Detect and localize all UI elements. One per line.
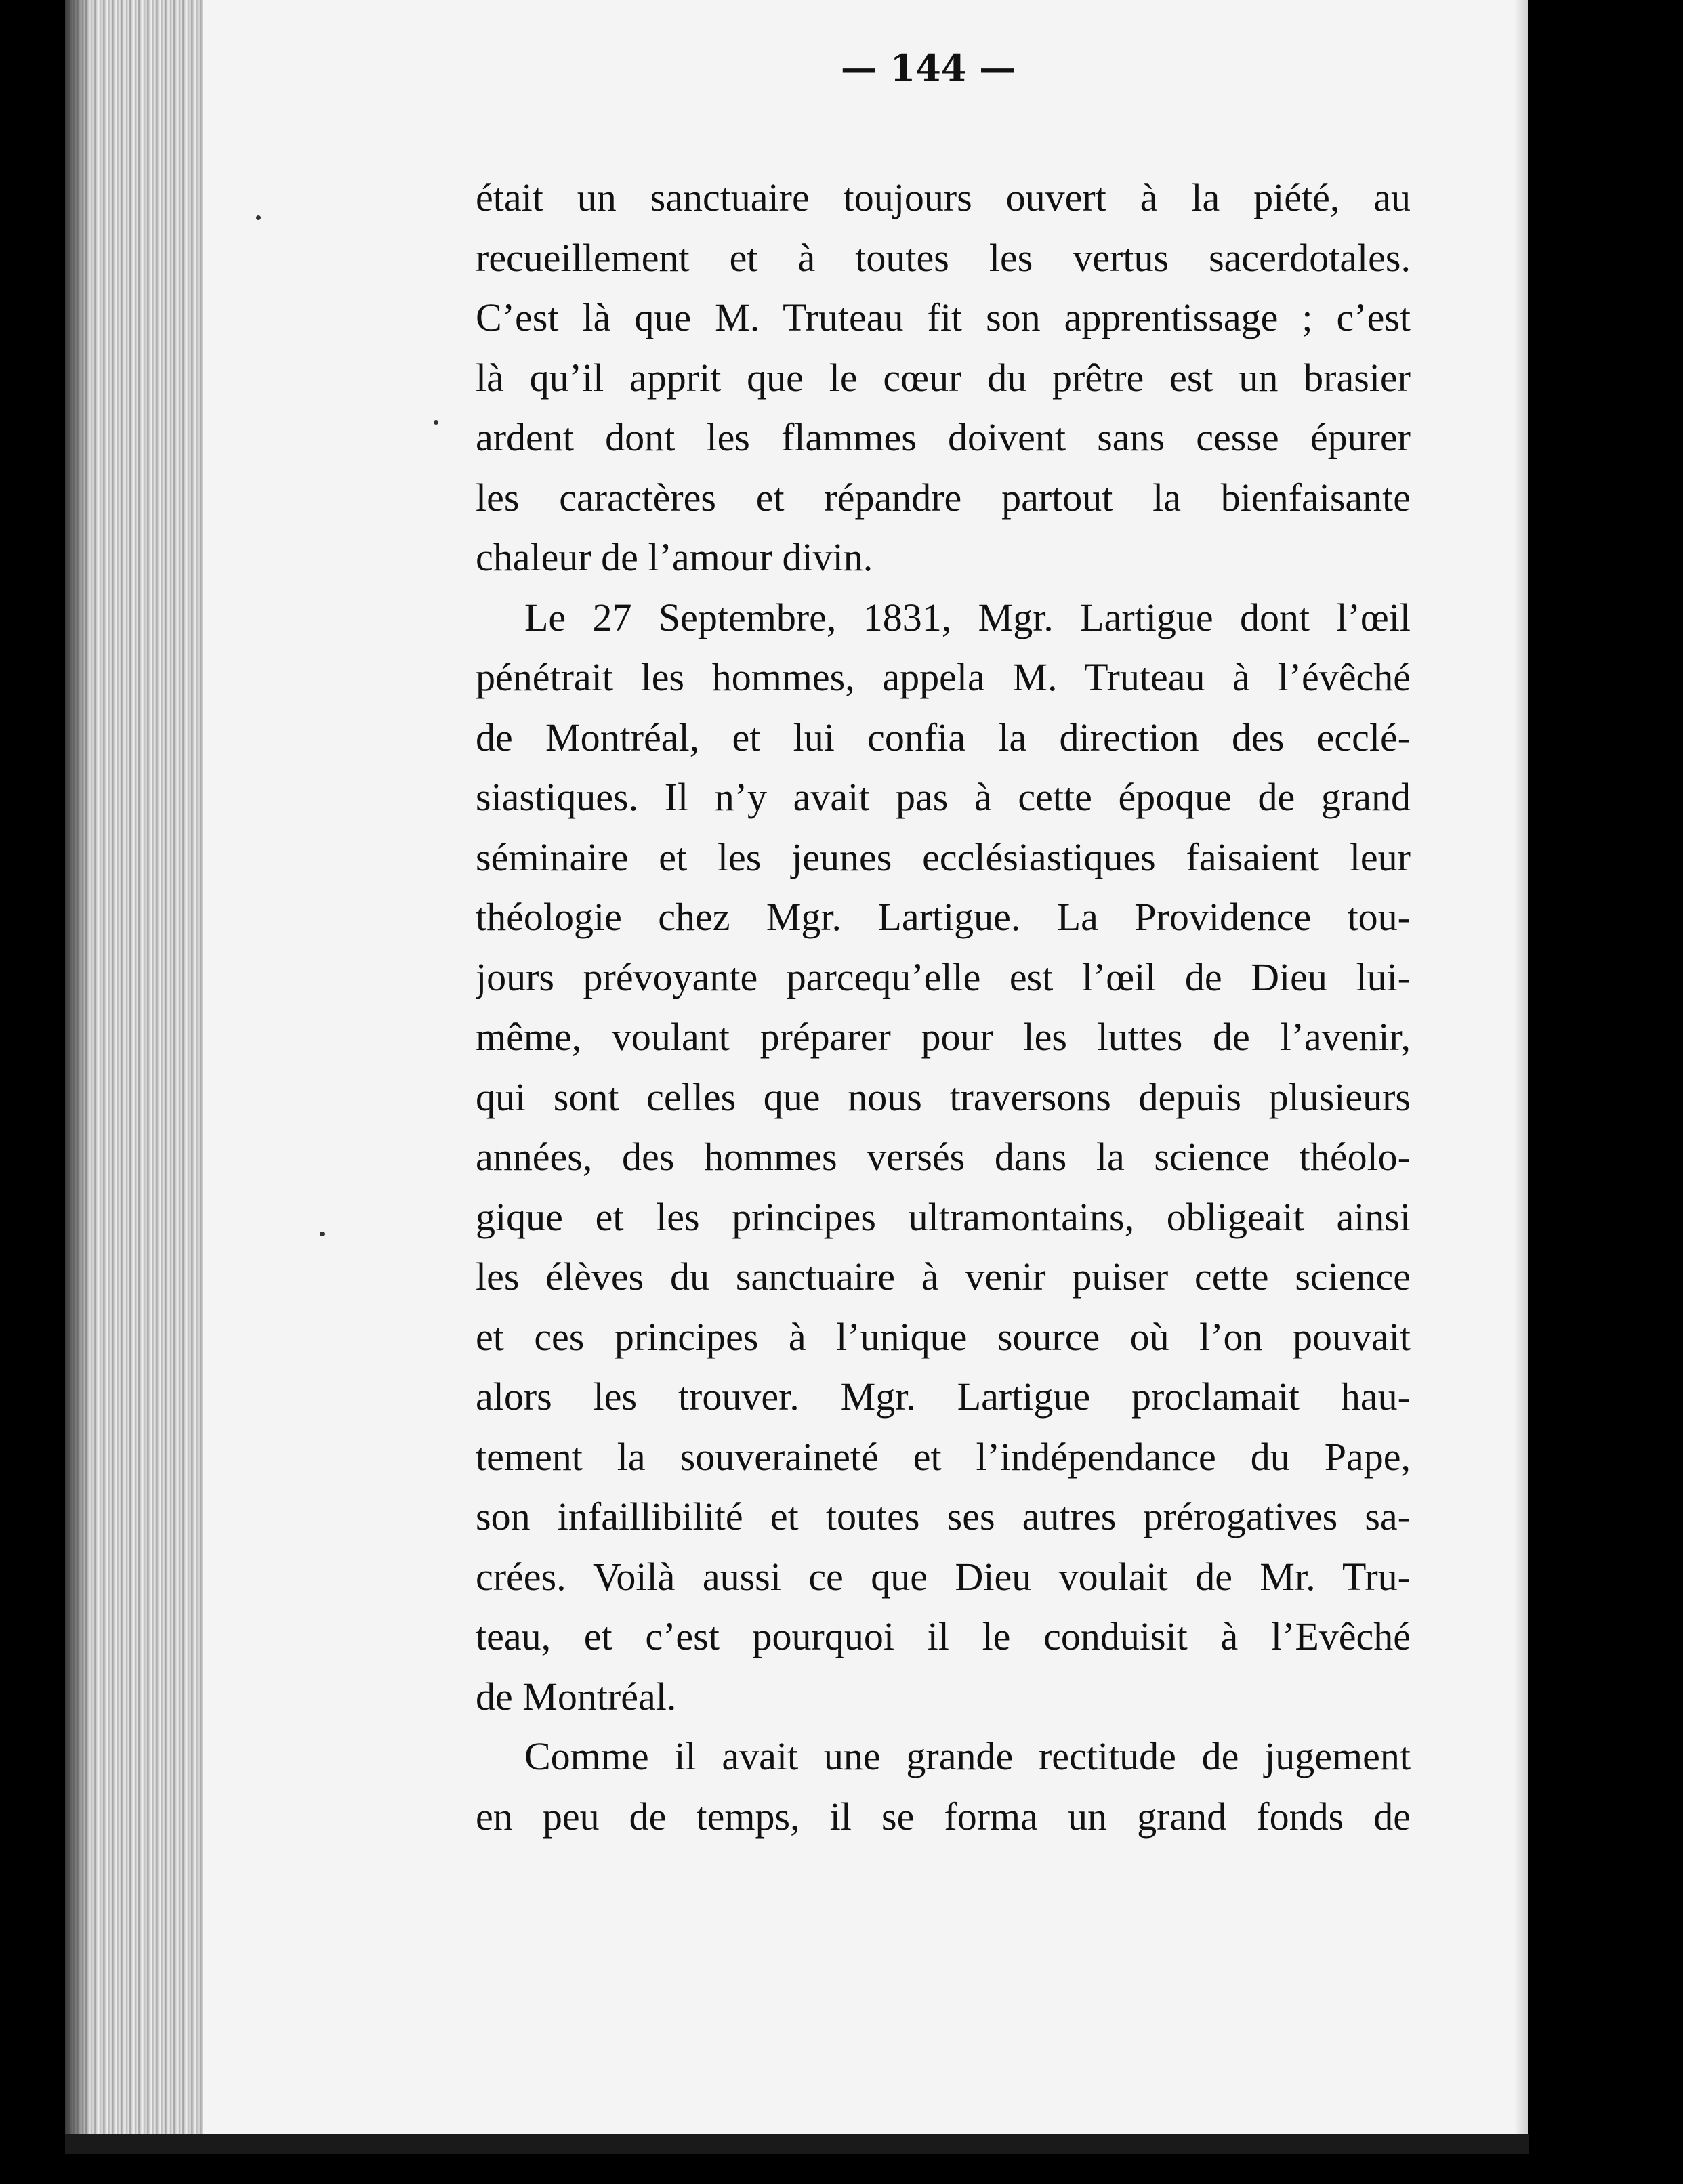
text-line: tement la souveraineté et l’indépendance du Pape, [476,1434,1411,1479]
text-line: même, voulant préparer pour les luttes de l’avenir, [476,1015,1411,1059]
text-line: chaleur de l’amour divin. [476,535,873,579]
ink-speck [320,1232,325,1236]
binding-shadow [65,0,92,2134]
text-line: années, des hommes versés dans la science théolo- [476,1135,1411,1179]
body-text [476,168,1411,1847]
text-line: de Montréal. [476,1674,677,1719]
text-line: recueillement et à toutes les vertus sacerdotales. [476,235,1411,280]
text-line: alors les trouver. Mgr. Lartigue proclamait hau- [476,1374,1411,1419]
text-line: jours prévoyante parcequ’elle est l’œil de Dieu lui- [476,954,1411,999]
text-line: crées. Voilà aussi ce que Dieu voulait de Mr. Tru- [476,1554,1411,1599]
text-line: et ces principes à l’unique source où l’on pouvait [476,1314,1411,1359]
text-line: ardent dont les flammes doivent sans cesse épurer [476,415,1411,459]
text-line: théologie chez Mgr. Lartigue. La Providence tou- [476,895,1411,939]
text-line: là qu’il apprit que le cœur du prêtre est un brasier [476,355,1411,400]
page-right-edge [1514,0,1528,2134]
text-line: gique et les principes ultramontains, obligeait ainsi [476,1194,1411,1239]
text-line: de Montréal, et lui confia la direction des ecclé- [476,715,1411,759]
text-line: Comme il avait une grande rectitude de jugement [524,1734,1411,1778]
text-line: C’est là que M. Truteau fit son apprentissage ; c’est [476,295,1411,339]
text-line: Le 27 Septembre, 1831, Mgr. Lartigue dont l’œil [524,595,1411,639]
text-line: en peu de temps, il se forma un grand fonds de [476,1794,1411,1839]
text-line: son infaillibilité et toutes ses autres prérogatives sa- [476,1494,1411,1538]
ink-speck [256,215,261,220]
page-bottom-edge [65,2134,1529,2154]
ink-speck [434,420,438,425]
text-line: teau, et c’est pourquoi il le conduisit à l’Evêché [476,1614,1411,1658]
text-line: pénétrait les hommes, appela M. Truteau à l’évêché [476,655,1411,699]
text-line: était un sanctuaire toujours ouvert à la piété, au [476,175,1411,219]
text-line: qui sont celles que nous traversons depuis plusieurs [476,1074,1411,1119]
text-line: siastiques. Il n’y avait pas à cette époque de grand [476,775,1411,819]
text-line: séminaire et les jeunes ecclésiastiques faisaient leur [476,835,1411,879]
text-line: les élèves du sanctuaire à venir puiser cette science [476,1255,1411,1299]
text-line: les caractères et répandre partout la bienfaisante [476,475,1411,520]
page-number: — 144 — [840,46,1016,89]
